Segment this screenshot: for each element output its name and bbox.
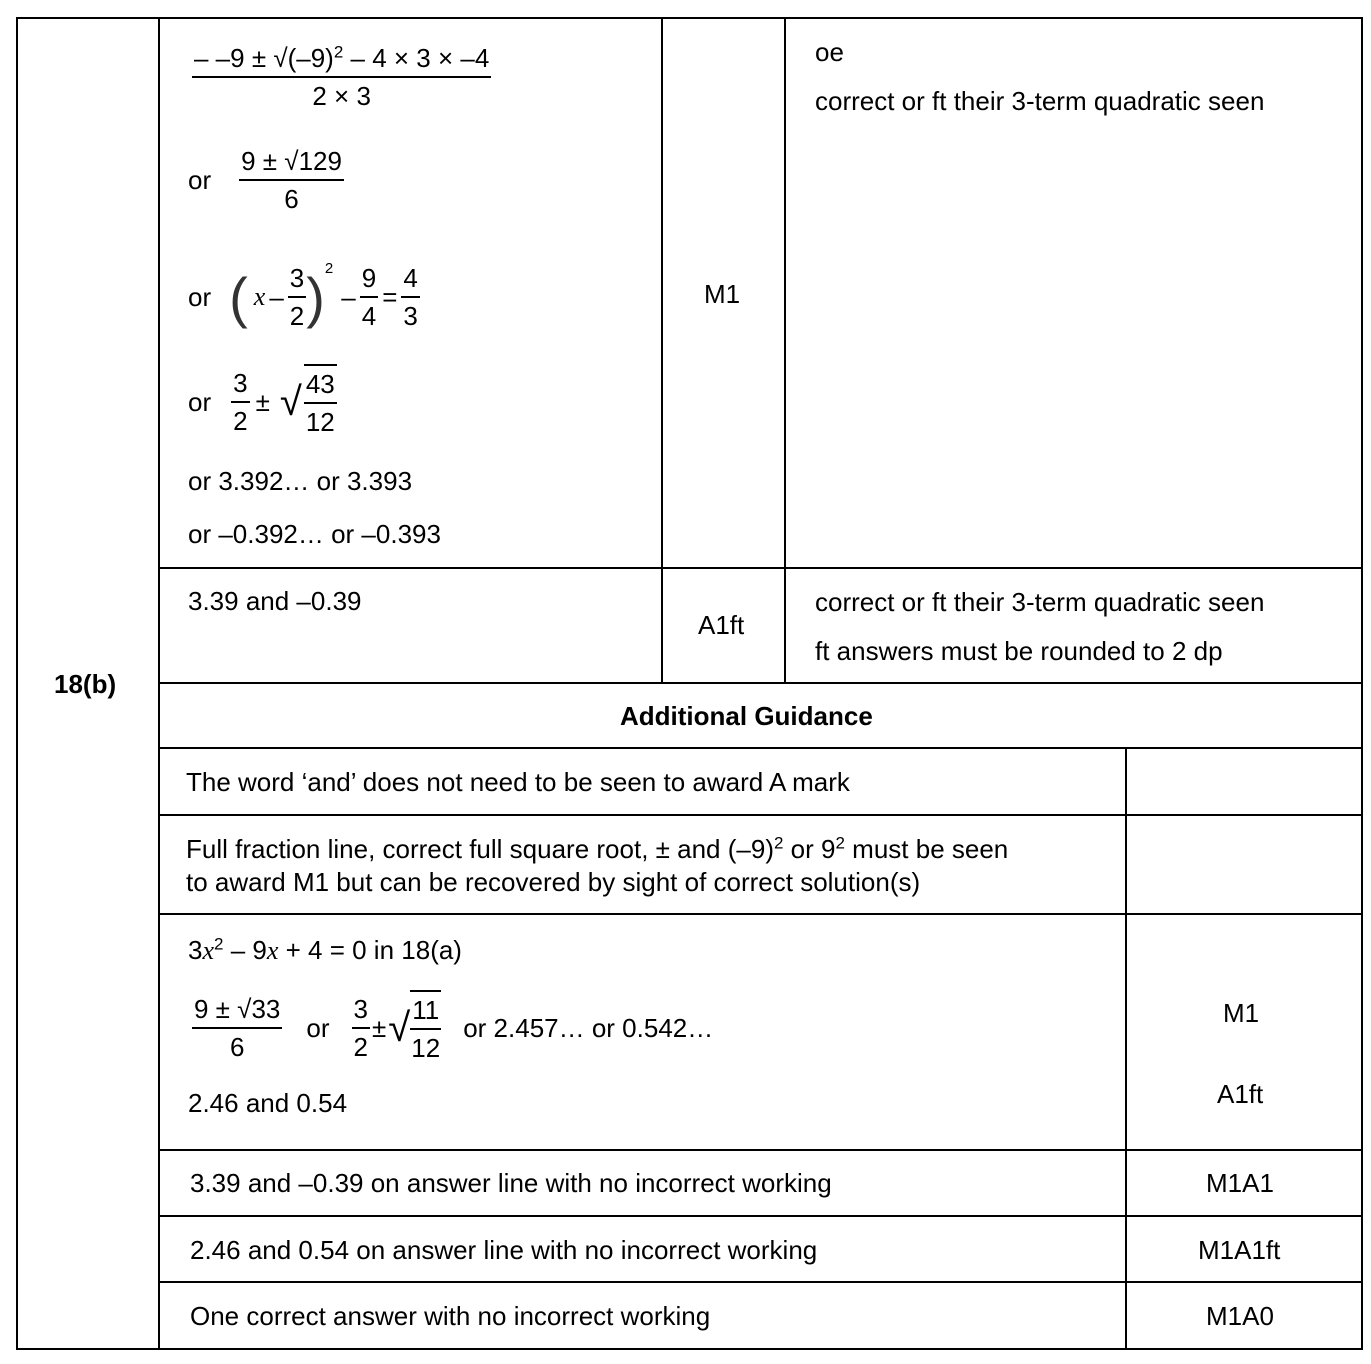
guidance-row-1-text: The word ‘and’ does not need to be seen to award A mark xyxy=(186,767,850,797)
row2-comment-2: ft answers must be rounded to 2 dp xyxy=(815,636,1223,666)
row-divider-8 xyxy=(158,1281,1363,1283)
guidance-row-3-mark-1: M1 xyxy=(1223,998,1260,1028)
fraction-root-129: $\frac{9 \pm √129}{6}$ xyxy=(239,143,344,217)
question-number: 18(b) xyxy=(54,669,117,699)
row1-comment-2: correct or ft their 3-term quadratic seen xyxy=(815,86,1265,116)
row-divider-7 xyxy=(158,1215,1363,1217)
guidance-row-2-line-2: to award M1 but can be recovered by sight of correct solution(s) xyxy=(186,867,921,897)
mark-column-right-divider xyxy=(784,17,786,683)
working-line-4: or $\frac{3}{2}$ ± √ $\frac{43}{12}$ xyxy=(188,364,337,440)
working-line-3: or ( x – $\frac{3}{2}$ ) 2 – $\frac{9}{4}$ = $\frac{4}{3}$ xyxy=(188,260,418,331)
working-line-2: or $\frac{9 \pm √129}{6}$ xyxy=(188,143,344,217)
row1-comment-1: oe xyxy=(815,37,844,67)
working-line-1 xyxy=(192,40,491,114)
row-divider-2 xyxy=(158,682,1363,684)
guidance-row-2-line-1: Full fraction line, correct full square root, ± and $(-9)^2$ or $9^2$ must be seen xyxy=(186,833,1009,864)
row-divider-1 xyxy=(158,567,1363,569)
row2-mark: A1ft xyxy=(698,610,745,640)
row-divider-5 xyxy=(158,913,1363,915)
guidance-row-6-mark: M1A0 xyxy=(1206,1301,1274,1331)
table-border-left xyxy=(16,17,18,1350)
row2-working: 3.39 and –0.39 xyxy=(188,586,362,616)
guidance-row-3-working: $\frac{9 \pm √33}{6}$ or $\frac{3}{2}$ ± √ $\frac{11}{12}$ or 2.457… or 0.542… xyxy=(192,990,713,1066)
mark-column-left-divider xyxy=(661,17,663,683)
row-divider-3 xyxy=(158,747,1363,749)
guidance-row-5-mark: M1A1ft xyxy=(1198,1235,1281,1265)
guidance-mark-divider xyxy=(1125,747,1127,1350)
guidance-row-4-text: 3.39 and –0.39 on answer line with no incorrect working xyxy=(190,1168,832,1198)
guidance-title: Additional Guidance xyxy=(620,701,873,731)
guidance-row-3-answer: 2.46 and 0.54 xyxy=(188,1088,348,1118)
row1-mark: M1 xyxy=(704,279,741,309)
row2-comment-1: correct or ft their 3-term quadratic seen xyxy=(815,587,1265,617)
table-border-bottom xyxy=(16,1348,1363,1350)
working-line-5: or 3.392… or 3.393 xyxy=(188,466,413,496)
guidance-row-5-text: 2.46 and 0.54 on answer line with no incorrect working xyxy=(190,1235,818,1265)
row-divider-6 xyxy=(158,1149,1363,1151)
working-line-6: or –0.392… or –0.393 xyxy=(188,519,441,549)
guidance-row-3-mark-2: A1ft xyxy=(1217,1079,1264,1109)
quadratic-formula-fraction: $\frac{- -9 \pm √(-9)^2 - 4 \times 3 \times -4}{2 \times 3}$ xyxy=(192,40,491,114)
guidance-row-4-mark: M1A1 xyxy=(1206,1168,1274,1198)
table-border-top xyxy=(16,17,1363,19)
guidance-row-6-text: One correct answer with no incorrect working xyxy=(190,1301,711,1331)
row-divider-4 xyxy=(158,814,1363,816)
guidance-row-3-equation: $3x^2 - 9x + 4 = 0$ in 18(a) xyxy=(188,934,462,965)
